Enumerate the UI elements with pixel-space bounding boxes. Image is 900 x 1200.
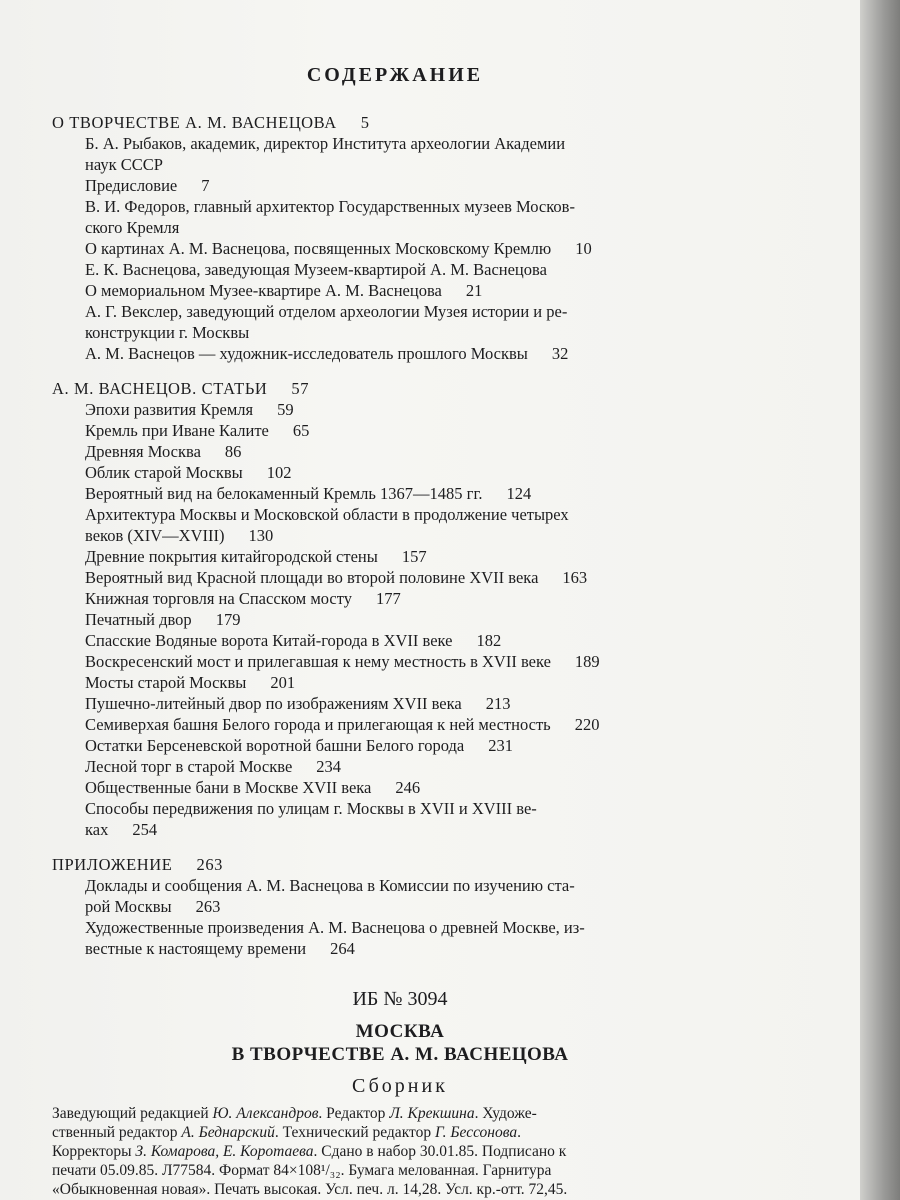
item-page: 246 bbox=[395, 778, 421, 797]
item-title: Вероятный вид на белокаменный Кремль 1367—1485 гг. bbox=[85, 484, 483, 503]
toc-entry bbox=[85, 259, 752, 301]
toc-item bbox=[85, 567, 752, 588]
imprint-name: Г. Бессонова bbox=[434, 1124, 518, 1141]
item-page: 130 bbox=[248, 526, 274, 545]
entry-title-text: О мемориальном Музее-квартире А. М. Васнецова bbox=[85, 281, 442, 300]
item-page: 59 bbox=[277, 400, 294, 419]
book-title-line-1: МОСКВА bbox=[355, 1021, 445, 1042]
imprint-line: печати 05.09.85. Л77584. Формат 84×108¹/₃₂. Бумага мелованная. Гарнитура bbox=[52, 1162, 552, 1179]
section-title: А. М. ВАСНЕЦОВ. СТАТЬИ bbox=[52, 379, 268, 398]
toc-item bbox=[85, 917, 752, 959]
toc-item bbox=[85, 630, 752, 651]
imprint-name: А. Беднарский bbox=[181, 1124, 275, 1141]
author-line: В. И. Федоров, главный архитектор Государственных музеев Москов- bbox=[85, 197, 575, 216]
toc-item bbox=[85, 609, 752, 630]
item-title: Древняя Москва bbox=[85, 442, 201, 461]
entry-page: 32 bbox=[551, 344, 569, 363]
toc-item bbox=[85, 546, 752, 567]
imprint-name: Ю. Александров bbox=[212, 1105, 319, 1122]
section-page: 57 bbox=[291, 379, 310, 398]
section-heading bbox=[52, 378, 752, 399]
item-title: Вероятный вид Красной площади во второй половине XVII века bbox=[85, 568, 539, 587]
item-page: 102 bbox=[266, 463, 292, 482]
section-title: О ТВОРЧЕСТВЕ А. М. ВАСНЕЦОВА bbox=[52, 113, 337, 132]
imprint-line bbox=[52, 1142, 772, 1161]
toc-entry bbox=[85, 301, 752, 364]
imprint-text: . Редактор bbox=[318, 1105, 390, 1122]
item-page: 254 bbox=[132, 820, 158, 839]
author-line: Б. А. Рыбаков, академик, директор Института археологии Академии bbox=[85, 134, 566, 153]
entry-title-text: А. М. Васнецов — художник-исследователь прошлого Москвы bbox=[85, 344, 528, 363]
item-page: 179 bbox=[215, 610, 241, 629]
entry-title bbox=[85, 280, 752, 301]
imprint-line bbox=[52, 1123, 772, 1142]
entry-page: 7 bbox=[201, 176, 210, 195]
item-page: 220 bbox=[574, 715, 600, 734]
item-title-cont: ках bbox=[85, 820, 109, 839]
book-title bbox=[0, 1020, 800, 1066]
section-heading bbox=[52, 854, 752, 875]
item-title-cont: рой Москвы bbox=[85, 897, 172, 916]
imprint-text: ственный редактор bbox=[52, 1124, 182, 1141]
toc-item bbox=[85, 588, 752, 609]
author-line: А. Г. Векслер, заведующий отделом археологии Музея истории и ре- bbox=[85, 302, 568, 321]
item-page: 201 bbox=[270, 673, 296, 692]
toc-item bbox=[85, 651, 752, 672]
entry-page: 21 bbox=[465, 281, 483, 300]
item-title: Способы передвижения по улицам г. Москвы в XVII и XVIII ве- bbox=[85, 799, 537, 818]
item-title: Кремль при Иване Калите bbox=[85, 421, 269, 440]
entry-page: 10 bbox=[575, 239, 592, 258]
item-title: Мосты старой Москвы bbox=[85, 673, 247, 692]
toc-item bbox=[85, 672, 752, 693]
toc-item bbox=[85, 756, 752, 777]
toc-item bbox=[85, 420, 752, 441]
imprint-text: Корректоры bbox=[52, 1143, 136, 1160]
imprint-text: . bbox=[517, 1124, 521, 1141]
item-page: 157 bbox=[401, 547, 427, 566]
imprint-text: . Сдано в набор 30.01.85. Подписано к bbox=[313, 1143, 567, 1160]
imprint-text: Заведующий редакцией bbox=[52, 1105, 213, 1122]
imprint-text: . Художе- bbox=[474, 1105, 537, 1122]
toc-section-3 bbox=[52, 854, 752, 959]
item-page: 189 bbox=[574, 652, 600, 671]
toc-item bbox=[85, 798, 752, 840]
toc-entry bbox=[85, 133, 752, 196]
item-title: Воскресенский мост и прилегавшая к нему местность в XVII веке bbox=[85, 652, 551, 671]
toc-section-2 bbox=[52, 378, 752, 840]
author-line: наук СССР bbox=[85, 155, 163, 174]
toc-item bbox=[85, 483, 752, 504]
item-page: 213 bbox=[485, 694, 511, 713]
imprint-block bbox=[52, 1104, 772, 1199]
book-subtitle: Сборник bbox=[352, 1075, 448, 1097]
section-title: ПРИЛОЖЕНИЕ bbox=[52, 855, 173, 874]
item-page: 231 bbox=[488, 736, 513, 755]
entry-title bbox=[85, 175, 752, 196]
ib-number: ИБ № 3094 bbox=[352, 988, 448, 1010]
toc-item bbox=[85, 441, 752, 462]
item-page: 124 bbox=[506, 484, 532, 503]
item-page: 86 bbox=[224, 442, 242, 461]
toc-item bbox=[85, 777, 752, 798]
item-title-cont-line bbox=[85, 896, 752, 917]
toc-heading: СОДЕРЖАНИЕ bbox=[306, 64, 484, 86]
imprint-name: Л. Крекшина bbox=[389, 1105, 475, 1122]
book-title-line-2: В ТВОРЧЕСТВЕ А. М. ВАСНЕЦОВА bbox=[231, 1044, 569, 1065]
item-title-cont: вестные к настоящему времени bbox=[85, 939, 307, 958]
item-title: Архитектура Москвы и Московской области в продолжение четырех bbox=[85, 505, 569, 524]
item-page: 234 bbox=[316, 757, 342, 776]
section-heading bbox=[52, 112, 752, 133]
page-edge-shadow bbox=[860, 0, 900, 1200]
item-title: Художественные произведения А. М. Васнецова о древней Москве, из- bbox=[85, 918, 585, 937]
imprint-line bbox=[52, 1104, 772, 1123]
toc-item bbox=[85, 462, 752, 483]
toc-entry bbox=[85, 196, 752, 259]
author-line: ского Кремля bbox=[85, 218, 180, 237]
item-title-cont-line bbox=[85, 938, 752, 959]
item-page: 263 bbox=[195, 897, 221, 916]
imprint-text: . Технический редактор bbox=[274, 1124, 435, 1141]
toc-item bbox=[85, 714, 752, 735]
item-page: 65 bbox=[292, 421, 310, 440]
item-title: Семиверхая башня Белого города и прилегающая к ней местность bbox=[85, 715, 551, 734]
item-title: Древние покрытия китайгородской стены bbox=[85, 547, 378, 566]
item-page: 163 bbox=[562, 568, 588, 587]
item-title: Печатный двор bbox=[85, 610, 192, 629]
toc-item bbox=[85, 875, 752, 917]
toc-item bbox=[85, 399, 752, 420]
entry-title-text: О картинах А. М. Васнецова, посвященных Московскому Кремлю bbox=[85, 239, 552, 258]
entry-title bbox=[85, 238, 752, 259]
author-line: Е. К. Васнецова, заведующая Музеем-квартирой А. М. Васнецова bbox=[85, 260, 547, 279]
item-title: Облик старой Москвы bbox=[85, 463, 243, 482]
author-line: конструкции г. Москвы bbox=[85, 323, 250, 342]
item-title-cont: веков (XIV—XVIII) bbox=[85, 526, 225, 545]
item-title: Спасские Водяные ворота Китай-города в XVII веке bbox=[85, 631, 453, 650]
item-title: Общественные бани в Москве XVII века bbox=[85, 778, 372, 797]
item-title-cont-line bbox=[85, 525, 752, 546]
entry-title bbox=[85, 343, 752, 364]
section-page: 263 bbox=[196, 855, 224, 874]
item-title: Остатки Берсеневской воротной башни Белого города bbox=[85, 736, 465, 755]
item-title: Эпохи развития Кремля bbox=[85, 400, 254, 419]
imprint-line: «Обыкновенная новая». Печать высокая. Усл. печ. л. 14,28. Усл. кр.-отт. 72,45. bbox=[52, 1181, 568, 1198]
item-title: Доклады и сообщения А. М. Васнецова в Комиссии по изучению ста- bbox=[85, 876, 575, 895]
toc-item bbox=[85, 735, 752, 756]
item-title-cont-line bbox=[85, 819, 752, 840]
item-page: 264 bbox=[330, 939, 355, 958]
imprint-name: З. Комарова, Е. Коротаева bbox=[135, 1143, 314, 1160]
table-of-contents bbox=[52, 112, 752, 973]
item-page: 182 bbox=[476, 631, 502, 650]
section-page: 5 bbox=[360, 113, 370, 132]
toc-item bbox=[85, 504, 752, 546]
item-title: Лесной торг в старой Москве bbox=[85, 757, 293, 776]
toc-section-1 bbox=[52, 112, 752, 364]
item-title: Пушечно-литейный двор по изображениям XVII века bbox=[85, 694, 462, 713]
item-title: Книжная торговля на Спасском мосту bbox=[85, 589, 352, 608]
toc-item bbox=[85, 693, 752, 714]
item-page: 177 bbox=[376, 589, 401, 608]
entry-title-text: Предисловие bbox=[85, 176, 178, 195]
